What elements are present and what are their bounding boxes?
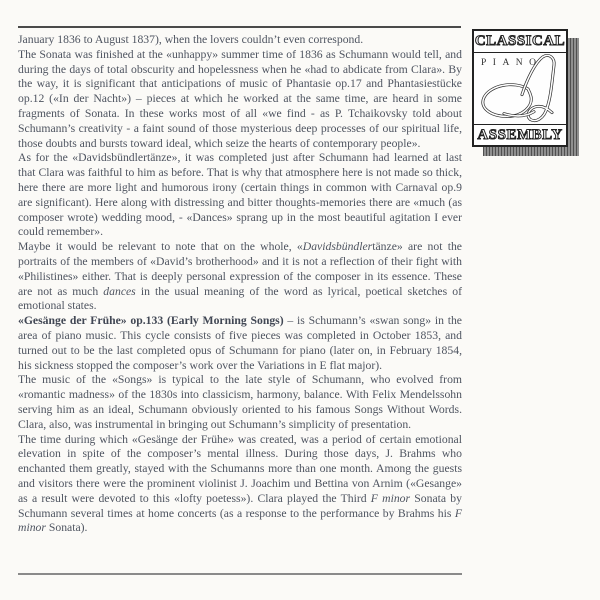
paragraph: «Gesänge der Frühe» op.133 (Early Morning Songs) – is Schumann’s «swan song» in the area of piano music. This cycle consists of five pieces was completed in October 1853, and turned out to be the last completed opus of Schumann for piano (later on, in February 1854, his sickness stopped the composer’s work over the Variations in E flat major). bbox=[18, 314, 462, 372]
logo-assembly-label: ASSEMBLY bbox=[477, 126, 563, 143]
paragraph: As for the «Davidsbündlertänze», it was completed just after Schumann had learned at last that Clara was faithful to him as before. That is why that atmosphere here is not made so thick, here there are more light and humorous irony (certain things in common with Carnaval op.9 are significant). Here along with distressing and bitter thoughts-memories there are «much (as composer wrote) wedding mood, - «Dances» sprang up in the most beautiful agitation I ever could remember». bbox=[18, 151, 462, 239]
paragraph: The time during which «Gesänge der Frühe» was created, was a period of certain emotional elevation in spite of the composer’s mental illness. During those days, J. Brahms who enchanted them greatly, stayed with the Schumanns more than one month. Among the guests and visitors there were the prominent violinist J. Joachim und Bettina von Arnim («Gesange» as a result were devoted to this «lofty poetess»). Clara played the Third F minor Sonata by Schumann several times at home concerts (as a response to the performance by Brahms his F minor Sonata). bbox=[18, 432, 462, 535]
logo-classical-label: CLASSICAL bbox=[474, 33, 566, 49]
script-a-monogram-icon bbox=[474, 53, 566, 124]
paragraph: The Sonata was finished at the «unhappy» summer time of 1836 as Schumann would tell, and during the days of total obscurity and hopelessness when he «had to abdicate from Clara». By the way, it is significant that anticipations of music of Phantasie op.17 and Phantasiestücke op.12 («In der Nacht») – pieces at which he worked at the same time, are heard in some fragments of Sonata. In these works most of all «we find - as P. Tchaikovsky told about Schumann’s creativity - a faint sound of those mysterious deep processes of our spiritual life, those doubts and bursts toward ideal, which seize the hearts of contemporary people». bbox=[18, 47, 462, 150]
logo-band-classical bbox=[474, 31, 566, 53]
logo-middle-area bbox=[474, 53, 566, 124]
paragraph: January 1836 to August 1837), when the lovers couldn’t even correspond. bbox=[18, 33, 364, 46]
logo-box bbox=[472, 29, 568, 147]
paragraph: Maybe it would be relevant to note that on the whole, «Davidsbündlertänze» are not the portraits of the members of «David’s brotherhood» and it is not a reflection of their fight with «Philistines» either. That is deeply personal expression of the composer in its essence. These are not as much dances in the usual meaning of the word as lyrical, poetical sketches of emotional states. bbox=[18, 240, 463, 313]
logo-piano-label: PIANO bbox=[481, 58, 543, 68]
top-rule bbox=[18, 26, 461, 28]
bottom-rule bbox=[18, 573, 462, 575]
paragraph: The music of the «Songs» is typical to the late style of Schumann, who evolved from «romantic madness» of the 1830s into classicism, harmony, balance. With Felix Mendelssohn serving him as an ideal, Schumann obviously oriented to his famous Songs Without Words. Clara, also, was instrumental in bringing out Schumann’s simplicity of presentation. bbox=[18, 373, 462, 431]
article-text bbox=[18, 33, 462, 536]
logo-band-assembly bbox=[474, 124, 566, 145]
classical-piano-assembly-logo bbox=[472, 29, 568, 147]
